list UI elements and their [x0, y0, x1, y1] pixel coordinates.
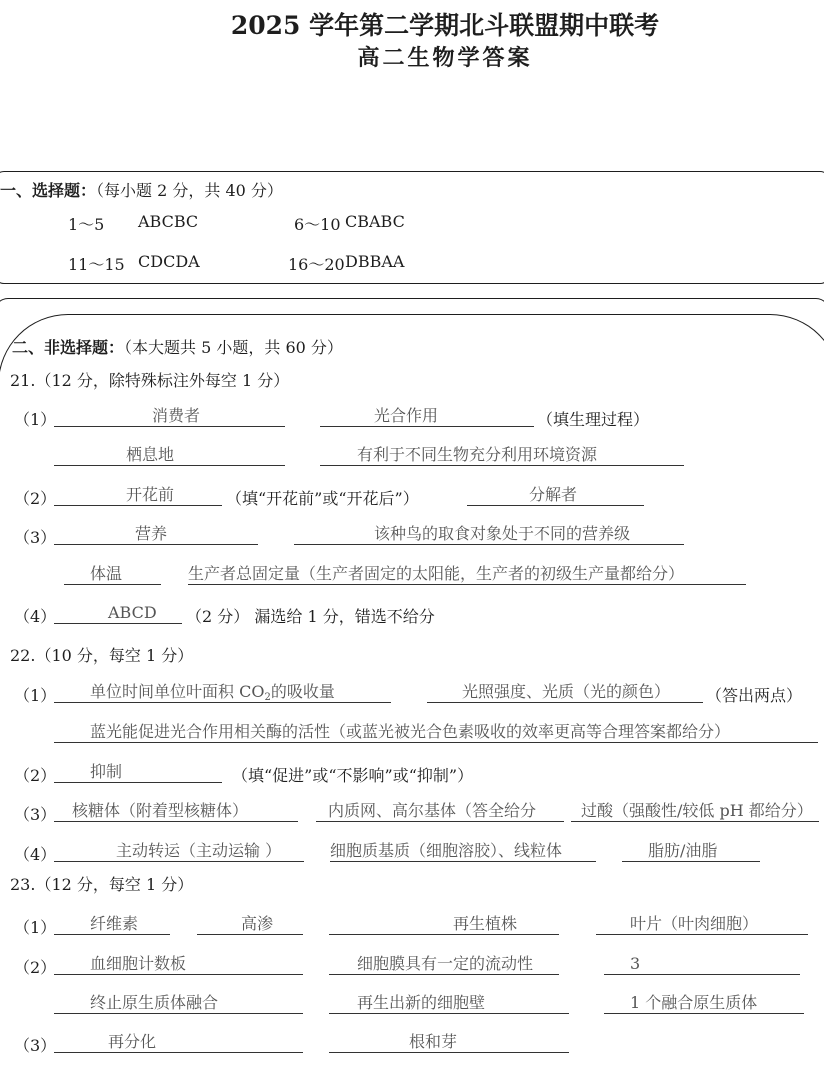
q21-answer-9-text: 体温 [90, 564, 123, 583]
q23-answer-7-text: 3 [630, 954, 641, 973]
q21-answer-4 [320, 444, 684, 466]
q21-answer-9 [64, 563, 161, 585]
q23-answer-10 [604, 992, 804, 1014]
q22-answer-4-text: 抑制 [90, 762, 123, 781]
q21-answer-10-text: 生产者总固定量（生产者固定的太阳能，生产者的初级生产量都给分） [188, 564, 685, 583]
q21-answer-10 [188, 563, 746, 585]
mc-range-2: 6～10 [294, 215, 341, 234]
q22-answer-1-post: 的吸收量 [270, 682, 335, 701]
q23-answer-7 [604, 953, 800, 975]
mc-range-4: 16～20 [288, 255, 345, 274]
q22-answer-8-text: 主动转运（主动运输 ） [116, 841, 282, 860]
document-title: 2025 学年第二学期北斗联盟期中联考 [230, 11, 660, 40]
q23-answer-12 [329, 1031, 569, 1053]
mc-answers-3: CDCDA [138, 252, 200, 271]
q22-part1-label: （1） [14, 686, 57, 705]
q22-answer-8 [54, 840, 304, 862]
mc-answers-2: CBABC [345, 212, 405, 231]
q22-answer-1-text [90, 681, 335, 709]
mc-answers-4: DBBAA [345, 252, 405, 271]
q22-answer-1 [54, 681, 391, 703]
q21-answer-8 [294, 523, 684, 545]
q23-answer-1-text: 纤维素 [90, 914, 139, 933]
q23-answer-3-text: 再生植株 [453, 914, 518, 933]
q22-answer-2-note: （答出两点） [706, 686, 803, 705]
q23-answer-10-text: 1 个融合原生质体 [630, 993, 758, 1012]
q23-answer-1 [54, 913, 170, 935]
q23-title: 23.（12 分，每空 1 分） [10, 875, 194, 894]
q23-answer-6 [329, 953, 559, 975]
q21-answer-8-text: 该种鸟的取食对象处于不同的营养级 [374, 524, 631, 543]
q21-answer-6 [467, 484, 644, 506]
q22-answer-6-text: 内质网、高尔基体（答全给分 [328, 801, 537, 820]
q21-answer-2-text: 光合作用 [374, 406, 439, 425]
q22-answer-1-sub: 2 [264, 692, 271, 703]
q21-answer-5-text: 开花前 [126, 485, 175, 504]
q22-answer-6 [316, 800, 564, 822]
q22-answer-9-text: 细胞质基质（细胞溶胶）、线粒体 [330, 841, 563, 860]
mc-range-1: 1～5 [68, 215, 105, 234]
q23-part3-label: （3） [14, 1036, 57, 1055]
q21-answer-5-note: （填“开花前”或“开花后”） [226, 489, 419, 508]
q23-answer-4 [596, 913, 808, 935]
q21-answer-11-text: ABCD [108, 603, 157, 622]
q23-answer-8-text: 终止原生质体融合 [90, 993, 219, 1012]
section2-heading: 二、非选择题： [12, 338, 125, 357]
q23-answer-5 [54, 953, 303, 975]
section2-header [12, 335, 343, 358]
q22-answer-9 [330, 840, 596, 862]
q23-answer-11 [54, 1031, 303, 1053]
q22-answer-4-note: （填“促进”或“不影响”或“抑制”） [232, 766, 474, 785]
mc-range-3: 11～15 [68, 255, 125, 274]
q21-answer-1 [54, 405, 285, 427]
q21-answer-7-text: 营养 [135, 524, 168, 543]
q22-answer-3 [54, 721, 818, 743]
q21-part1-label: （1） [14, 410, 57, 429]
q22-part3-label: （3） [14, 805, 57, 824]
section1-heading: 一、选择题： [0, 181, 97, 200]
section1-note: （每小题 2 分，共 40 分） [96, 181, 283, 200]
q21-answer-11 [54, 602, 182, 624]
q22-answer-10 [622, 840, 760, 862]
q21-part2-label: （2） [14, 489, 57, 508]
q22-answer-5 [54, 800, 298, 822]
q23-answer-5-text: 血细胞计数板 [90, 954, 187, 973]
q22-answer-1-pre: 单位时间单位叶面积 CO [90, 682, 265, 701]
q23-part2-label: （2） [14, 958, 57, 977]
q22-answer-10-text: 脂肪/油脂 [648, 841, 718, 860]
document-subtitle: 高二生物学答案 [357, 45, 533, 71]
q22-answer-5-text: 核糖体（附着型核糖体） [72, 801, 249, 820]
q21-title: 21.（12 分，除特殊标注外每空 1 分） [10, 371, 290, 390]
q21-answer-2 [320, 405, 534, 427]
q21-answer-7 [54, 523, 258, 545]
q23-answer-6-text: 细胞膜具有一定的流动性 [357, 954, 534, 973]
q21-answer-5 [54, 484, 222, 506]
section1-header [0, 178, 283, 201]
q22-part4-label: （4） [14, 845, 57, 864]
q22-answer-7-text: 过酸（强酸性/较低 pH 都给分） [581, 801, 813, 820]
q23-answer-8 [54, 992, 303, 1014]
mc-answers-1: ABCBC [138, 212, 199, 231]
q23-answer-3 [329, 913, 559, 935]
q22-answer-4 [54, 761, 222, 783]
q23-answer-4-text: 叶片（叶肉细胞） [630, 914, 759, 933]
q21-part4-label: （4） [14, 607, 57, 626]
q22-answer-2 [427, 681, 703, 703]
q21-answer-4-text: 有利于不同生物充分利用环境资源 [357, 445, 598, 464]
q21-answer-6-text: 分解者 [529, 485, 578, 504]
q23-part1-label: （1） [14, 918, 57, 937]
q23-answer-11-text: 再分化 [108, 1032, 157, 1051]
q21-part3-label: （3） [14, 528, 57, 547]
q22-answer-2-text: 光照强度、光质（光的颜色） [462, 682, 671, 701]
q22-part2-label: （2） [14, 766, 57, 785]
q23-answer-9 [329, 992, 569, 1014]
q23-answer-12-text: 根和芽 [409, 1032, 458, 1051]
q23-answer-2-text: 高渗 [241, 914, 274, 933]
q21-answer-2-note: （填生理过程） [537, 410, 650, 429]
q22-answer-7 [571, 800, 819, 822]
q21-answer-3-text: 栖息地 [126, 445, 175, 464]
q21-answer-1-text: 消费者 [152, 406, 201, 425]
section2-note: （本大题共 5 小题，共 60 分） [124, 338, 343, 357]
q23-answer-9-text: 再生出新的细胞壁 [357, 993, 486, 1012]
q23-answer-2 [197, 913, 303, 935]
q21-answer-3 [54, 444, 285, 466]
q22-answer-3-text: 蓝光能促进光合作用相关酶的活性（或蓝光被光合色素吸收的效率更高等合理答案都给分） [90, 722, 731, 741]
q22-title: 22.（10 分，每空 1 分） [10, 646, 194, 665]
q21-answer-11-note: （2 分） 漏选给 1 分，错选不给分 [186, 607, 435, 626]
